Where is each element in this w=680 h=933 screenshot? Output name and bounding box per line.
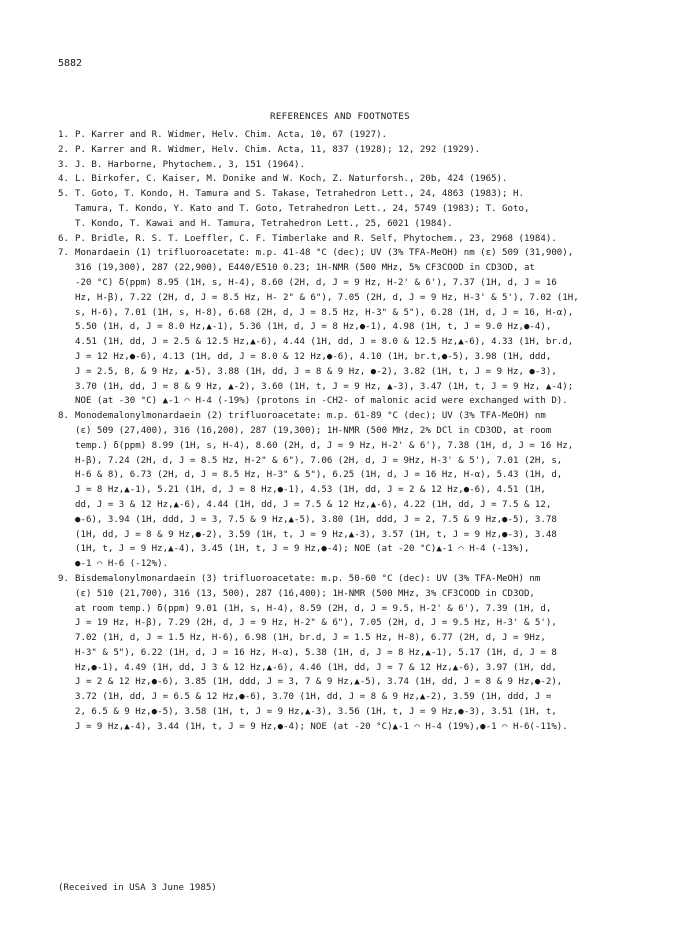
reference-number: 8.: [58, 411, 69, 422]
reference-text: [75, 187, 638, 231]
section-heading: REFERENCES AND FOOTNOTES: [270, 111, 410, 122]
reference-line: Hz,●-1), 4.49 (1H, dd, J 3 & 12 Hz,▲-6), 4.46 (1H, dd, J = 7 & 12 Hz,▲-6), 3.97 (1H, dd,: [75, 662, 557, 673]
reference-line: 3.72 (1H, dd, J = 6.5 & 12 Hz,●-6), 3.70 (1H, dd, J = 8 & 9 Hz,▲-2), 3.59 (1H, ddd, J =: [75, 692, 552, 703]
reference-number: 4.: [58, 174, 69, 185]
reference-line: J. B. Harborne, Phytochem., 3, 151 (1964).: [75, 159, 305, 170]
reference-line: Monardaein (1) trifluoroacetate: m.p. 41-48 °C (dec); UV (3% TFA-MeOH) nm (ε) 509 (31,900),: [75, 248, 574, 259]
reference-item: [58, 246, 638, 409]
reference-line: ●-1 ⌒ H-6 (-12%).: [75, 559, 169, 570]
reference-line: P. Bridle, R. S. T. Loeffler, C. F. Timberlake and R. Self, Phytochem., 23, 2968 (1984).: [75, 233, 557, 244]
reference-text: [75, 158, 638, 173]
reference-text: [75, 409, 638, 572]
reference-text: [75, 128, 638, 143]
reference-item: [58, 158, 638, 173]
reference-text: [75, 172, 638, 187]
reference-line: P. Karrer and R. Widmer, Helv. Chim. Acta, 11, 837 (1928); 12, 292 (1929).: [75, 144, 481, 155]
reference-line: J = 8 Hz,▲-1), 5.21 (1H, d, J = 8 Hz,●-1), 4.53 (1H, dd, J = 2 & 12 Hz,●-6), 4.51 (1H,: [75, 485, 546, 496]
reference-number: 6.: [58, 233, 69, 244]
reference-line: 5.50 (1H, d, J = 8.0 Hz,▲-1), 5.36 (1H, d, J = 8 Hz,●-1), 4.98 (1H, t, J = 9.0 Hz,●-4),: [75, 322, 552, 333]
reference-text: [75, 246, 638, 409]
reference-text: [75, 143, 638, 158]
reference-line: J = 12 Hz,●-6), 4.13 (1H, dd, J = 8.0 & 12 Hz,●-6), 4.10 (1H, br.t,●-5), 3.98 (1H, ddd,: [75, 351, 552, 362]
reference-number: 5.: [58, 189, 69, 200]
reference-number: 9.: [58, 573, 69, 584]
reference-line: 316 (19,300), 287 (22,900), E440/E510 0.23; 1H-NMR (500 MHz, 5% CF3COOD in CD3OD, at: [75, 263, 535, 274]
reference-number: 3.: [58, 159, 69, 170]
reference-line: H-β), 7.24 (2H, d, J = 8.5 Hz, H-2" & 6"), 7.06 (2H, d, J = 9Hz, H-3' & 5'), 7.01 (2H, s,: [75, 455, 563, 466]
reference-line: J = 2 & 12 Hz,●-6), 3.85 (1H, ddd, J = 3, 7 & 9 Hz,▲-5), 3.74 (1H, dd, J = 8 & 9 Hz,●-2),: [75, 677, 563, 688]
reference-line: T. Kondo, T. Kawai and H. Tamura, Tetrahedron Lett., 25, 6021 (1984).: [75, 218, 453, 229]
reference-line: H-6 & 8), 6.73 (2H, d, J = 8.5 Hz, H-3" & 5"), 6.25 (1H, d, J = 16 Hz, H-α), 5.43 (1H, d,: [75, 470, 563, 481]
reference-line: J = 9 Hz,▲-4), 3.44 (1H, t, J = 9 Hz,●-4); NOE (at -20 °C)▲-1 ⌒ H-4 (19%),●-1 ⌒ H-6(-11%).: [75, 721, 568, 732]
reference-text: [75, 572, 638, 735]
reference-text: [75, 232, 638, 247]
reference-item: [58, 172, 638, 187]
reference-item: [58, 572, 638, 735]
page-number: 5882: [58, 58, 83, 69]
reference-line: (1H, t, J = 9 Hz,▲-4), 3.45 (1H, t, J = 9 Hz,●-4); NOE (at -20 °C)▲-1 ⌒ H-4 (-13%),: [75, 544, 530, 555]
reference-line: 7.02 (1H, d, J = 1.5 Hz, H-6), 6.98 (1H, br.d, J = 1.5 Hz, H-8), 6.77 (2H, d, J = 9Hz,: [75, 633, 546, 644]
reference-line: Monodemalonylmonardaein (2) trifluoroacetate: m.p. 61-89 °C (dec); UV (3% TFA-MeOH) nm: [75, 411, 546, 422]
reference-line: 2, 6.5 & 9 Hz,●-5), 3.58 (1H, t, J = 9 Hz,▲-3), 3.56 (1H, t, J = 9 Hz,●-3), 3.51 (1H, t,: [75, 707, 557, 718]
reference-line: (ε) 509 (27,400), 316 (16,200), 287 (19,300); 1H-NMR (500 MHz, 2% DCl in CD3OD, at room: [75, 425, 552, 436]
reference-item: [58, 409, 638, 572]
reference-number: 7.: [58, 248, 69, 259]
reference-line: J = 2.5, 8, & 9 Hz, ▲-5), 3.88 (1H, dd, J = 8 & 9 Hz, ●-2), 3.82 (1H, t, J = 9 Hz, ●-3),: [75, 366, 557, 377]
reference-line: dd, J = 3 & 12 Hz,▲-6), 4.44 (1H, dd, J = 7.5 & 12 Hz,▲-6), 4.22 (1H, dd, J = 7.5 & 12,: [75, 499, 552, 510]
reference-item: [58, 187, 638, 231]
reference-line: Bisdemalonylmonardaein (3) trifluoroacetate: m.p. 50-60 °C (dec): UV (3% TFA-MeOH) nm: [75, 573, 541, 584]
reference-line: temp.) δ(ppm) 8.99 (1H, s, H-4), 8.60 (2H, d, J = 9 Hz, H-2' & 6'), 7.38 (1H, d, J = 16 Hz,: [75, 440, 574, 451]
received-date: (Received in USA 3 June 1985): [58, 883, 217, 893]
reference-line: s, H-6), 7.01 (1H, s, H-8), 6.68 (2H, d, J = 8.5 Hz, H-3" & 5"), 6.28 (1H, d, J = 16, H-α),: [75, 307, 574, 318]
reference-item: [58, 143, 638, 158]
reference-line: -20 °C) δ(ppm) 8.95 (1H, s, H-4), 8.60 (2H, d, J = 9 Hz, H-2' & 6'), 7.37 (1H, d, J = 16: [75, 277, 557, 288]
reference-line: 3.70 (1H, dd, J = 8 & 9 Hz, ▲-2), 3.60 (1H, t, J = 9 Hz, ▲-3), 3.47 (1H, t, J = 9 Hz, ▲-4);: [75, 381, 574, 392]
reference-item: [58, 232, 638, 247]
reference-line: at room temp.) δ(ppm) 9.01 (1H, s, H-4), 8.59 (2H, d, J = 9.5, H-2' & 6'), 7.39 (1H, d,: [75, 603, 552, 614]
reference-line: ●-6), 3.94 (1H, ddd, J = 3, 7.5 & 9 Hz,▲-5), 3.80 (1H, ddd, J = 2, 7.5 & 9 Hz,●-5), 3.78: [75, 514, 557, 525]
reference-line: L. Birkofer, C. Kaiser, M. Donike and W. Koch, Z. Naturforsh., 20b, 424 (1965).: [75, 174, 508, 185]
reference-line: T. Goto, T. Kondo, H. Tamura and S. Takase, Tetrahedron Lett., 24, 4863 (1983); H.: [75, 189, 524, 200]
reference-item: [58, 128, 638, 143]
reference-line: (ε) 510 (21,700), 316 (13, 500), 287 (16,400); 1H-NMR (500 MHz, 3% CF3COOD in CD3OD,: [75, 588, 535, 599]
reference-line: H-3" & 5"), 6.22 (1H, d, J = 16 Hz, H-α), 5.38 (1H, d, J = 8 Hz,▲-1), 5.17 (1H, d, J = 8: [75, 647, 557, 658]
reference-number: 1.: [58, 130, 69, 140]
reference-list: [58, 128, 638, 735]
reference-line: Hz, H-β), 7.22 (2H, d, J = 8.5 Hz, H- 2" & 6"), 7.05 (2H, d, J = 9 Hz, H-3' & 5'), 7.02 (1H,: [75, 292, 579, 303]
reference-line: Tamura, T. Kondo, Y. Kato and T. Goto, Tetrahedron Lett., 24, 5749 (1983); T. Goto,: [75, 203, 530, 214]
reference-line: J = 19 Hz, H-β), 7.29 (2H, d, J = 9 Hz, H-2" & 6"), 7.05 (2H, d, J = 9.5 Hz, H-3' & 5'),: [75, 618, 557, 629]
reference-line: (1H, dd, J = 8 & 9 Hz,●-2), 3.59 (1H, t, J = 9 Hz,▲-3), 3.57 (1H, t, J = 9 Hz,●-3), 3.48: [75, 529, 557, 540]
reference-number: 2.: [58, 144, 69, 155]
reference-line: P. Karrer and R. Widmer, Helv. Chim. Acta, 10, 67 (1927).: [75, 130, 388, 140]
reference-line: NOE (at -30 °C) ▲-1 ⌒ H-4 (-19%) (protons in -CH2- of malonic acid were exchanged with D).: [75, 396, 568, 407]
reference-line: 4.51 (1H, dd, J = 2.5 & 12.5 Hz,▲-6), 4.44 (1H, dd, J = 8.0 & 12.5 Hz,▲-6), 4.33 (1H, br.d,: [75, 337, 574, 348]
